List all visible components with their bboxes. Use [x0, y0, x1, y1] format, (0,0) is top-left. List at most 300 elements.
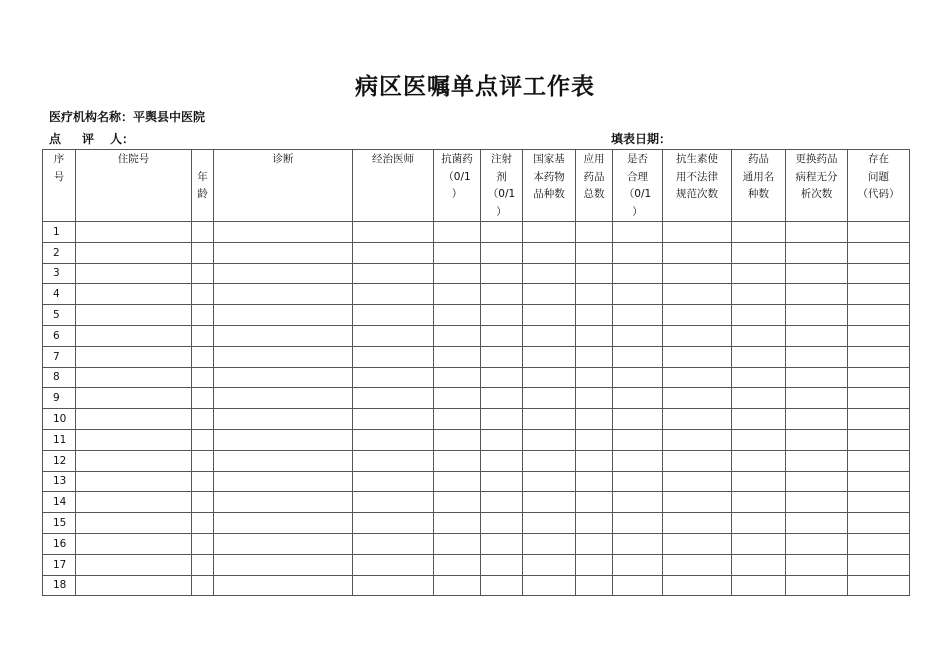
- cell-admission-no[interactable]: [76, 367, 192, 388]
- cell-injection[interactable]: [481, 554, 523, 575]
- cell-age[interactable]: [192, 554, 214, 575]
- column-header-doctor: [353, 150, 434, 222]
- cell-generic-name-count[interactable]: [732, 513, 786, 534]
- institution-label: 医疗机构名称：: [49, 110, 134, 124]
- row-number: 15: [43, 513, 76, 534]
- cell-injection[interactable]: [481, 263, 523, 284]
- cell-injection[interactable]: [481, 346, 523, 367]
- cell-problem[interactable]: [848, 409, 910, 430]
- cell-antibiotic[interactable]: [434, 222, 481, 243]
- cell-admission-no[interactable]: [76, 429, 192, 450]
- cell-admission-no[interactable]: [76, 575, 192, 596]
- cell-age[interactable]: [192, 492, 214, 513]
- cell-doctor[interactable]: [353, 409, 434, 430]
- cell-diagnosis[interactable]: [214, 554, 353, 575]
- cell-injection[interactable]: [481, 492, 523, 513]
- cell-drug-change-count[interactable]: [786, 263, 848, 284]
- cell-drug-change-count[interactable]: [786, 367, 848, 388]
- table-row: [43, 367, 910, 388]
- column-header-text: 药品: [748, 153, 769, 165]
- cell-total-drug-count[interactable]: [576, 471, 613, 492]
- cell-diagnosis[interactable]: [214, 367, 353, 388]
- cell-diagnosis[interactable]: [214, 450, 353, 471]
- column-header-admission-no: [76, 150, 192, 222]
- cell-injection[interactable]: [481, 409, 523, 430]
- cell-admission-no[interactable]: [76, 513, 192, 534]
- cell-antibiotic[interactable]: [434, 367, 481, 388]
- cell-antibiotic-irregular[interactable]: [663, 346, 732, 367]
- cell-drug-change-count[interactable]: [786, 492, 848, 513]
- cell-antibiotic[interactable]: [434, 429, 481, 450]
- cell-age[interactable]: [192, 284, 214, 305]
- cell-reasonable[interactable]: [613, 367, 663, 388]
- cell-diagnosis[interactable]: [214, 388, 353, 409]
- column-header-text: ）: [632, 205, 643, 218]
- cell-reasonable[interactable]: [613, 263, 663, 284]
- cell-generic-name-count[interactable]: [732, 325, 786, 346]
- cell-total-drug-count[interactable]: [576, 513, 613, 534]
- column-header-text: （0/1: [443, 170, 471, 183]
- cell-total-drug-count[interactable]: [576, 409, 613, 430]
- column-header-drug-change-count: [786, 150, 848, 222]
- cell-essential-drug-count[interactable]: [523, 222, 576, 243]
- column-header-problem: [848, 150, 910, 222]
- column-header-age: [192, 150, 214, 222]
- cell-age[interactable]: [192, 305, 214, 326]
- cell-age[interactable]: [192, 513, 214, 534]
- cell-admission-no[interactable]: [76, 492, 192, 513]
- cell-doctor[interactable]: [353, 284, 434, 305]
- cell-diagnosis[interactable]: [214, 429, 353, 450]
- cell-generic-name-count[interactable]: [732, 305, 786, 326]
- column-header-generic-name-count: [732, 150, 786, 222]
- cell-diagnosis[interactable]: [214, 263, 353, 284]
- cell-reasonable[interactable]: [613, 284, 663, 305]
- cell-reasonable[interactable]: [613, 554, 663, 575]
- cell-reasonable[interactable]: [613, 222, 663, 243]
- cell-generic-name-count[interactable]: [732, 575, 786, 596]
- cell-problem[interactable]: [848, 242, 910, 263]
- cell-age[interactable]: [192, 388, 214, 409]
- cell-essential-drug-count[interactable]: [523, 492, 576, 513]
- reviewer-label-2: 评: [82, 132, 95, 146]
- row-number: 14: [43, 492, 76, 513]
- cell-total-drug-count[interactable]: [576, 575, 613, 596]
- cell-admission-no[interactable]: [76, 533, 192, 554]
- table-row: [43, 513, 910, 534]
- cell-total-drug-count[interactable]: [576, 222, 613, 243]
- cell-diagnosis[interactable]: [214, 471, 353, 492]
- cell-generic-name-count[interactable]: [732, 388, 786, 409]
- cell-essential-drug-count[interactable]: [523, 575, 576, 596]
- cell-total-drug-count[interactable]: [576, 450, 613, 471]
- cell-antibiotic-irregular[interactable]: [663, 429, 732, 450]
- cell-reasonable[interactable]: [613, 346, 663, 367]
- cell-generic-name-count[interactable]: [732, 554, 786, 575]
- cell-injection[interactable]: [481, 575, 523, 596]
- column-header-text: 抗菌药: [441, 153, 473, 165]
- cell-admission-no[interactable]: [76, 409, 192, 430]
- cell-generic-name-count[interactable]: [732, 450, 786, 471]
- row-number: 17: [43, 554, 76, 575]
- cell-generic-name-count[interactable]: [732, 284, 786, 305]
- cell-diagnosis[interactable]: [214, 242, 353, 263]
- cell-generic-name-count[interactable]: [732, 492, 786, 513]
- cell-essential-drug-count[interactable]: [523, 346, 576, 367]
- cell-total-drug-count[interactable]: [576, 284, 613, 305]
- table-row: [43, 575, 910, 596]
- cell-problem[interactable]: [848, 325, 910, 346]
- cell-drug-change-count[interactable]: [786, 242, 848, 263]
- table-row: [43, 284, 910, 305]
- cell-problem[interactable]: [848, 346, 910, 367]
- cell-diagnosis[interactable]: [214, 575, 353, 596]
- table-row: [43, 471, 910, 492]
- cell-reasonable[interactable]: [613, 533, 663, 554]
- cell-diagnosis[interactable]: [214, 305, 353, 326]
- cell-generic-name-count[interactable]: [732, 533, 786, 554]
- cell-reasonable[interactable]: [613, 388, 663, 409]
- cell-drug-change-count[interactable]: [786, 471, 848, 492]
- cell-injection[interactable]: [481, 450, 523, 471]
- table-row: [43, 242, 910, 263]
- cell-total-drug-count[interactable]: [576, 325, 613, 346]
- row-number: 1: [43, 222, 76, 243]
- cell-antibiotic[interactable]: [434, 346, 481, 367]
- cell-essential-drug-count[interactable]: [523, 450, 576, 471]
- cell-reasonable[interactable]: [613, 325, 663, 346]
- cell-age[interactable]: [192, 471, 214, 492]
- cell-doctor[interactable]: [353, 492, 434, 513]
- column-header-text: （代码）: [857, 188, 900, 200]
- cell-drug-change-count[interactable]: [786, 222, 848, 243]
- cell-reasonable[interactable]: [613, 429, 663, 450]
- cell-antibiotic-irregular[interactable]: [663, 533, 732, 554]
- cell-injection[interactable]: [481, 325, 523, 346]
- column-header-text: （0/1: [487, 188, 516, 200]
- cell-antibiotic[interactable]: [434, 409, 481, 430]
- column-header-essential-drug-count: [523, 150, 576, 222]
- cell-injection[interactable]: [481, 367, 523, 388]
- cell-doctor[interactable]: [353, 554, 434, 575]
- cell-diagnosis[interactable]: [214, 533, 353, 554]
- cell-diagnosis[interactable]: [214, 409, 353, 430]
- cell-injection[interactable]: [481, 222, 523, 243]
- column-header-antibiotic: [434, 150, 481, 222]
- cell-essential-drug-count[interactable]: [523, 471, 576, 492]
- row-number: 7: [43, 346, 76, 367]
- column-header-text: 品种数: [533, 188, 565, 200]
- cell-reasonable[interactable]: [613, 513, 663, 534]
- cell-doctor[interactable]: [353, 429, 434, 450]
- column-header-text: 应用: [583, 153, 605, 165]
- cell-antibiotic-irregular[interactable]: [663, 284, 732, 305]
- cell-admission-no[interactable]: [76, 554, 192, 575]
- cell-age[interactable]: [192, 409, 214, 430]
- cell-doctor[interactable]: [353, 367, 434, 388]
- cell-injection[interactable]: [481, 242, 523, 263]
- cell-problem[interactable]: [848, 263, 910, 284]
- cell-antibiotic-irregular[interactable]: [663, 513, 732, 534]
- cell-age[interactable]: [192, 429, 214, 450]
- page-title: 病区医嘱单点评工作表: [355, 74, 595, 100]
- cell-doctor[interactable]: [353, 471, 434, 492]
- cell-doctor[interactable]: [353, 305, 434, 326]
- cell-problem[interactable]: [848, 471, 910, 492]
- cell-admission-no[interactable]: [76, 305, 192, 326]
- cell-antibiotic[interactable]: [434, 554, 481, 575]
- cell-essential-drug-count[interactable]: [523, 305, 576, 326]
- cell-doctor[interactable]: [353, 533, 434, 554]
- row-number: 8: [43, 367, 76, 388]
- cell-age[interactable]: [192, 263, 214, 284]
- cell-reasonable[interactable]: [613, 471, 663, 492]
- cell-age[interactable]: [192, 222, 214, 243]
- table-row: [43, 554, 910, 575]
- cell-total-drug-count[interactable]: [576, 429, 613, 450]
- cell-problem[interactable]: [848, 450, 910, 471]
- cell-age[interactable]: [192, 575, 214, 596]
- cell-antibiotic-irregular[interactable]: [663, 575, 732, 596]
- cell-total-drug-count[interactable]: [576, 305, 613, 326]
- column-header-text: 龄: [197, 188, 208, 200]
- cell-admission-no[interactable]: [76, 346, 192, 367]
- cell-drug-change-count[interactable]: [786, 409, 848, 430]
- cell-antibiotic[interactable]: [434, 325, 481, 346]
- column-header-text: 诊断: [272, 153, 294, 165]
- cell-antibiotic-irregular[interactable]: [663, 367, 732, 388]
- cell-drug-change-count[interactable]: [786, 513, 848, 534]
- cell-reasonable[interactable]: [613, 305, 663, 326]
- cell-antibiotic-irregular[interactable]: [663, 554, 732, 575]
- column-header-text: 合理: [627, 170, 648, 183]
- cell-drug-change-count[interactable]: [786, 305, 848, 326]
- cell-antibiotic-irregular[interactable]: [663, 305, 732, 326]
- table-row: [43, 325, 910, 346]
- cell-diagnosis[interactable]: [214, 325, 353, 346]
- cell-generic-name-count[interactable]: [732, 409, 786, 430]
- cell-diagnosis[interactable]: [214, 513, 353, 534]
- cell-reasonable[interactable]: [613, 242, 663, 263]
- column-header-antibiotic-irregular: [663, 150, 732, 222]
- cell-drug-change-count[interactable]: [786, 429, 848, 450]
- cell-age[interactable]: [192, 325, 214, 346]
- cell-doctor[interactable]: [353, 450, 434, 471]
- column-header-text: 抗生素使: [676, 153, 718, 165]
- cell-generic-name-count[interactable]: [732, 222, 786, 243]
- cell-problem[interactable]: [848, 554, 910, 575]
- cell-problem[interactable]: [848, 429, 910, 450]
- table-row: [43, 388, 910, 409]
- cell-generic-name-count[interactable]: [732, 263, 786, 284]
- column-header-text: 存在: [868, 153, 889, 165]
- column-header-diagnosis: [214, 150, 353, 222]
- cell-injection[interactable]: [481, 513, 523, 534]
- cell-antibiotic[interactable]: [434, 492, 481, 513]
- cell-drug-change-count[interactable]: [786, 346, 848, 367]
- cell-problem[interactable]: [848, 533, 910, 554]
- cell-antibiotic-irregular[interactable]: [663, 450, 732, 471]
- table-row: [43, 429, 910, 450]
- row-number: 11: [43, 429, 76, 450]
- cell-antibiotic-irregular[interactable]: [663, 263, 732, 284]
- cell-antibiotic-irregular[interactable]: [663, 222, 732, 243]
- cell-age[interactable]: [192, 367, 214, 388]
- cell-essential-drug-count[interactable]: [523, 429, 576, 450]
- cell-age[interactable]: [192, 346, 214, 367]
- cell-reasonable[interactable]: [613, 409, 663, 430]
- cell-doctor[interactable]: [353, 575, 434, 596]
- cell-doctor[interactable]: [353, 513, 434, 534]
- cell-antibiotic-irregular[interactable]: [663, 242, 732, 263]
- cell-essential-drug-count[interactable]: [523, 367, 576, 388]
- cell-antibiotic[interactable]: [434, 450, 481, 471]
- cell-injection[interactable]: [481, 471, 523, 492]
- cell-admission-no[interactable]: [76, 471, 192, 492]
- cell-antibiotic[interactable]: [434, 388, 481, 409]
- cell-antibiotic[interactable]: [434, 513, 481, 534]
- cell-total-drug-count[interactable]: [576, 533, 613, 554]
- cell-essential-drug-count[interactable]: [523, 513, 576, 534]
- cell-reasonable[interactable]: [613, 450, 663, 471]
- column-header-text: 本药物: [533, 170, 565, 183]
- cell-antibiotic-irregular[interactable]: [663, 409, 732, 430]
- cell-problem[interactable]: [848, 492, 910, 513]
- cell-age[interactable]: [192, 242, 214, 263]
- cell-total-drug-count[interactable]: [576, 367, 613, 388]
- cell-essential-drug-count[interactable]: [523, 263, 576, 284]
- cell-admission-no[interactable]: [76, 222, 192, 243]
- cell-essential-drug-count[interactable]: [523, 409, 576, 430]
- cell-diagnosis[interactable]: [214, 346, 353, 367]
- cell-drug-change-count[interactable]: [786, 450, 848, 471]
- cell-diagnosis[interactable]: [214, 284, 353, 305]
- cell-total-drug-count[interactable]: [576, 492, 613, 513]
- cell-antibiotic[interactable]: [434, 575, 481, 596]
- cell-essential-drug-count[interactable]: [523, 388, 576, 409]
- cell-antibiotic-irregular[interactable]: [663, 492, 732, 513]
- cell-problem[interactable]: [848, 367, 910, 388]
- cell-antibiotic[interactable]: [434, 305, 481, 326]
- cell-doctor[interactable]: [353, 346, 434, 367]
- table-row: [43, 263, 910, 284]
- cell-drug-change-count[interactable]: [786, 388, 848, 409]
- cell-antibiotic-irregular[interactable]: [663, 471, 732, 492]
- cell-drug-change-count[interactable]: [786, 554, 848, 575]
- table-row: [43, 222, 910, 243]
- cell-essential-drug-count[interactable]: [523, 284, 576, 305]
- cell-age[interactable]: [192, 533, 214, 554]
- cell-reasonable[interactable]: [613, 492, 663, 513]
- cell-antibiotic[interactable]: [434, 471, 481, 492]
- cell-total-drug-count[interactable]: [576, 346, 613, 367]
- cell-antibiotic[interactable]: [434, 533, 481, 554]
- cell-diagnosis[interactable]: [214, 222, 353, 243]
- row-number: 9: [43, 388, 76, 409]
- column-header-seq: [43, 150, 76, 222]
- cell-problem[interactable]: [848, 222, 910, 243]
- cell-essential-drug-count[interactable]: [523, 325, 576, 346]
- cell-generic-name-count[interactable]: [732, 471, 786, 492]
- cell-antibiotic[interactable]: [434, 242, 481, 263]
- cell-injection[interactable]: [481, 388, 523, 409]
- cell-essential-drug-count[interactable]: [523, 533, 576, 554]
- cell-injection[interactable]: [481, 284, 523, 305]
- column-header-total-drug-count: [576, 150, 613, 222]
- cell-drug-change-count[interactable]: [786, 533, 848, 554]
- cell-admission-no[interactable]: [76, 284, 192, 305]
- cell-injection[interactable]: [481, 533, 523, 554]
- cell-total-drug-count[interactable]: [576, 554, 613, 575]
- cell-drug-change-count[interactable]: [786, 284, 848, 305]
- column-header-text: 问题: [868, 170, 889, 183]
- cell-problem[interactable]: [848, 284, 910, 305]
- cell-admission-no[interactable]: [76, 263, 192, 284]
- cell-admission-no[interactable]: [76, 388, 192, 409]
- column-header-text: （0/1: [623, 188, 652, 200]
- cell-problem[interactable]: [848, 305, 910, 326]
- cell-doctor[interactable]: [353, 222, 434, 243]
- table-row: [43, 305, 910, 326]
- cell-essential-drug-count[interactable]: [523, 242, 576, 263]
- row-number: 6: [43, 325, 76, 346]
- cell-antibiotic[interactable]: [434, 263, 481, 284]
- cell-generic-name-count[interactable]: [732, 367, 786, 388]
- table-row: [43, 533, 910, 554]
- cell-admission-no[interactable]: [76, 242, 192, 263]
- review-table: [42, 149, 910, 596]
- cell-problem[interactable]: [848, 575, 910, 596]
- cell-doctor[interactable]: [353, 263, 434, 284]
- cell-essential-drug-count[interactable]: [523, 554, 576, 575]
- cell-antibiotic-irregular[interactable]: [663, 325, 732, 346]
- institution-line: [49, 108, 205, 125]
- cell-antibiotic-irregular[interactable]: [663, 388, 732, 409]
- cell-antibiotic[interactable]: [434, 284, 481, 305]
- cell-diagnosis[interactable]: [214, 492, 353, 513]
- cell-generic-name-count[interactable]: [732, 242, 786, 263]
- cell-drug-change-count[interactable]: [786, 325, 848, 346]
- row-number: 3: [43, 263, 76, 284]
- column-header-text: 种数: [748, 188, 769, 200]
- cell-doctor[interactable]: [353, 242, 434, 263]
- table-body: [43, 222, 910, 596]
- cell-total-drug-count[interactable]: [576, 388, 613, 409]
- cell-total-drug-count[interactable]: [576, 263, 613, 284]
- cell-injection[interactable]: [481, 305, 523, 326]
- cell-problem[interactable]: [848, 388, 910, 409]
- column-header-reasonable: [613, 150, 663, 222]
- cell-problem[interactable]: [848, 513, 910, 534]
- row-number: 13: [43, 471, 76, 492]
- cell-admission-no[interactable]: [76, 450, 192, 471]
- cell-injection[interactable]: [481, 429, 523, 450]
- cell-admission-no[interactable]: [76, 325, 192, 346]
- reviewer-label-3: 人：: [110, 132, 135, 146]
- cell-generic-name-count[interactable]: [732, 346, 786, 367]
- cell-drug-change-count[interactable]: [786, 575, 848, 596]
- cell-generic-name-count[interactable]: [732, 429, 786, 450]
- cell-doctor[interactable]: [353, 388, 434, 409]
- cell-total-drug-count[interactable]: [576, 242, 613, 263]
- cell-age[interactable]: [192, 450, 214, 471]
- row-number: 4: [43, 284, 76, 305]
- column-header-text: 号: [53, 170, 65, 183]
- cell-doctor[interactable]: [353, 325, 434, 346]
- column-header-text: 析次数: [800, 188, 833, 200]
- row-number: 18: [43, 575, 76, 596]
- cell-reasonable[interactable]: [613, 575, 663, 596]
